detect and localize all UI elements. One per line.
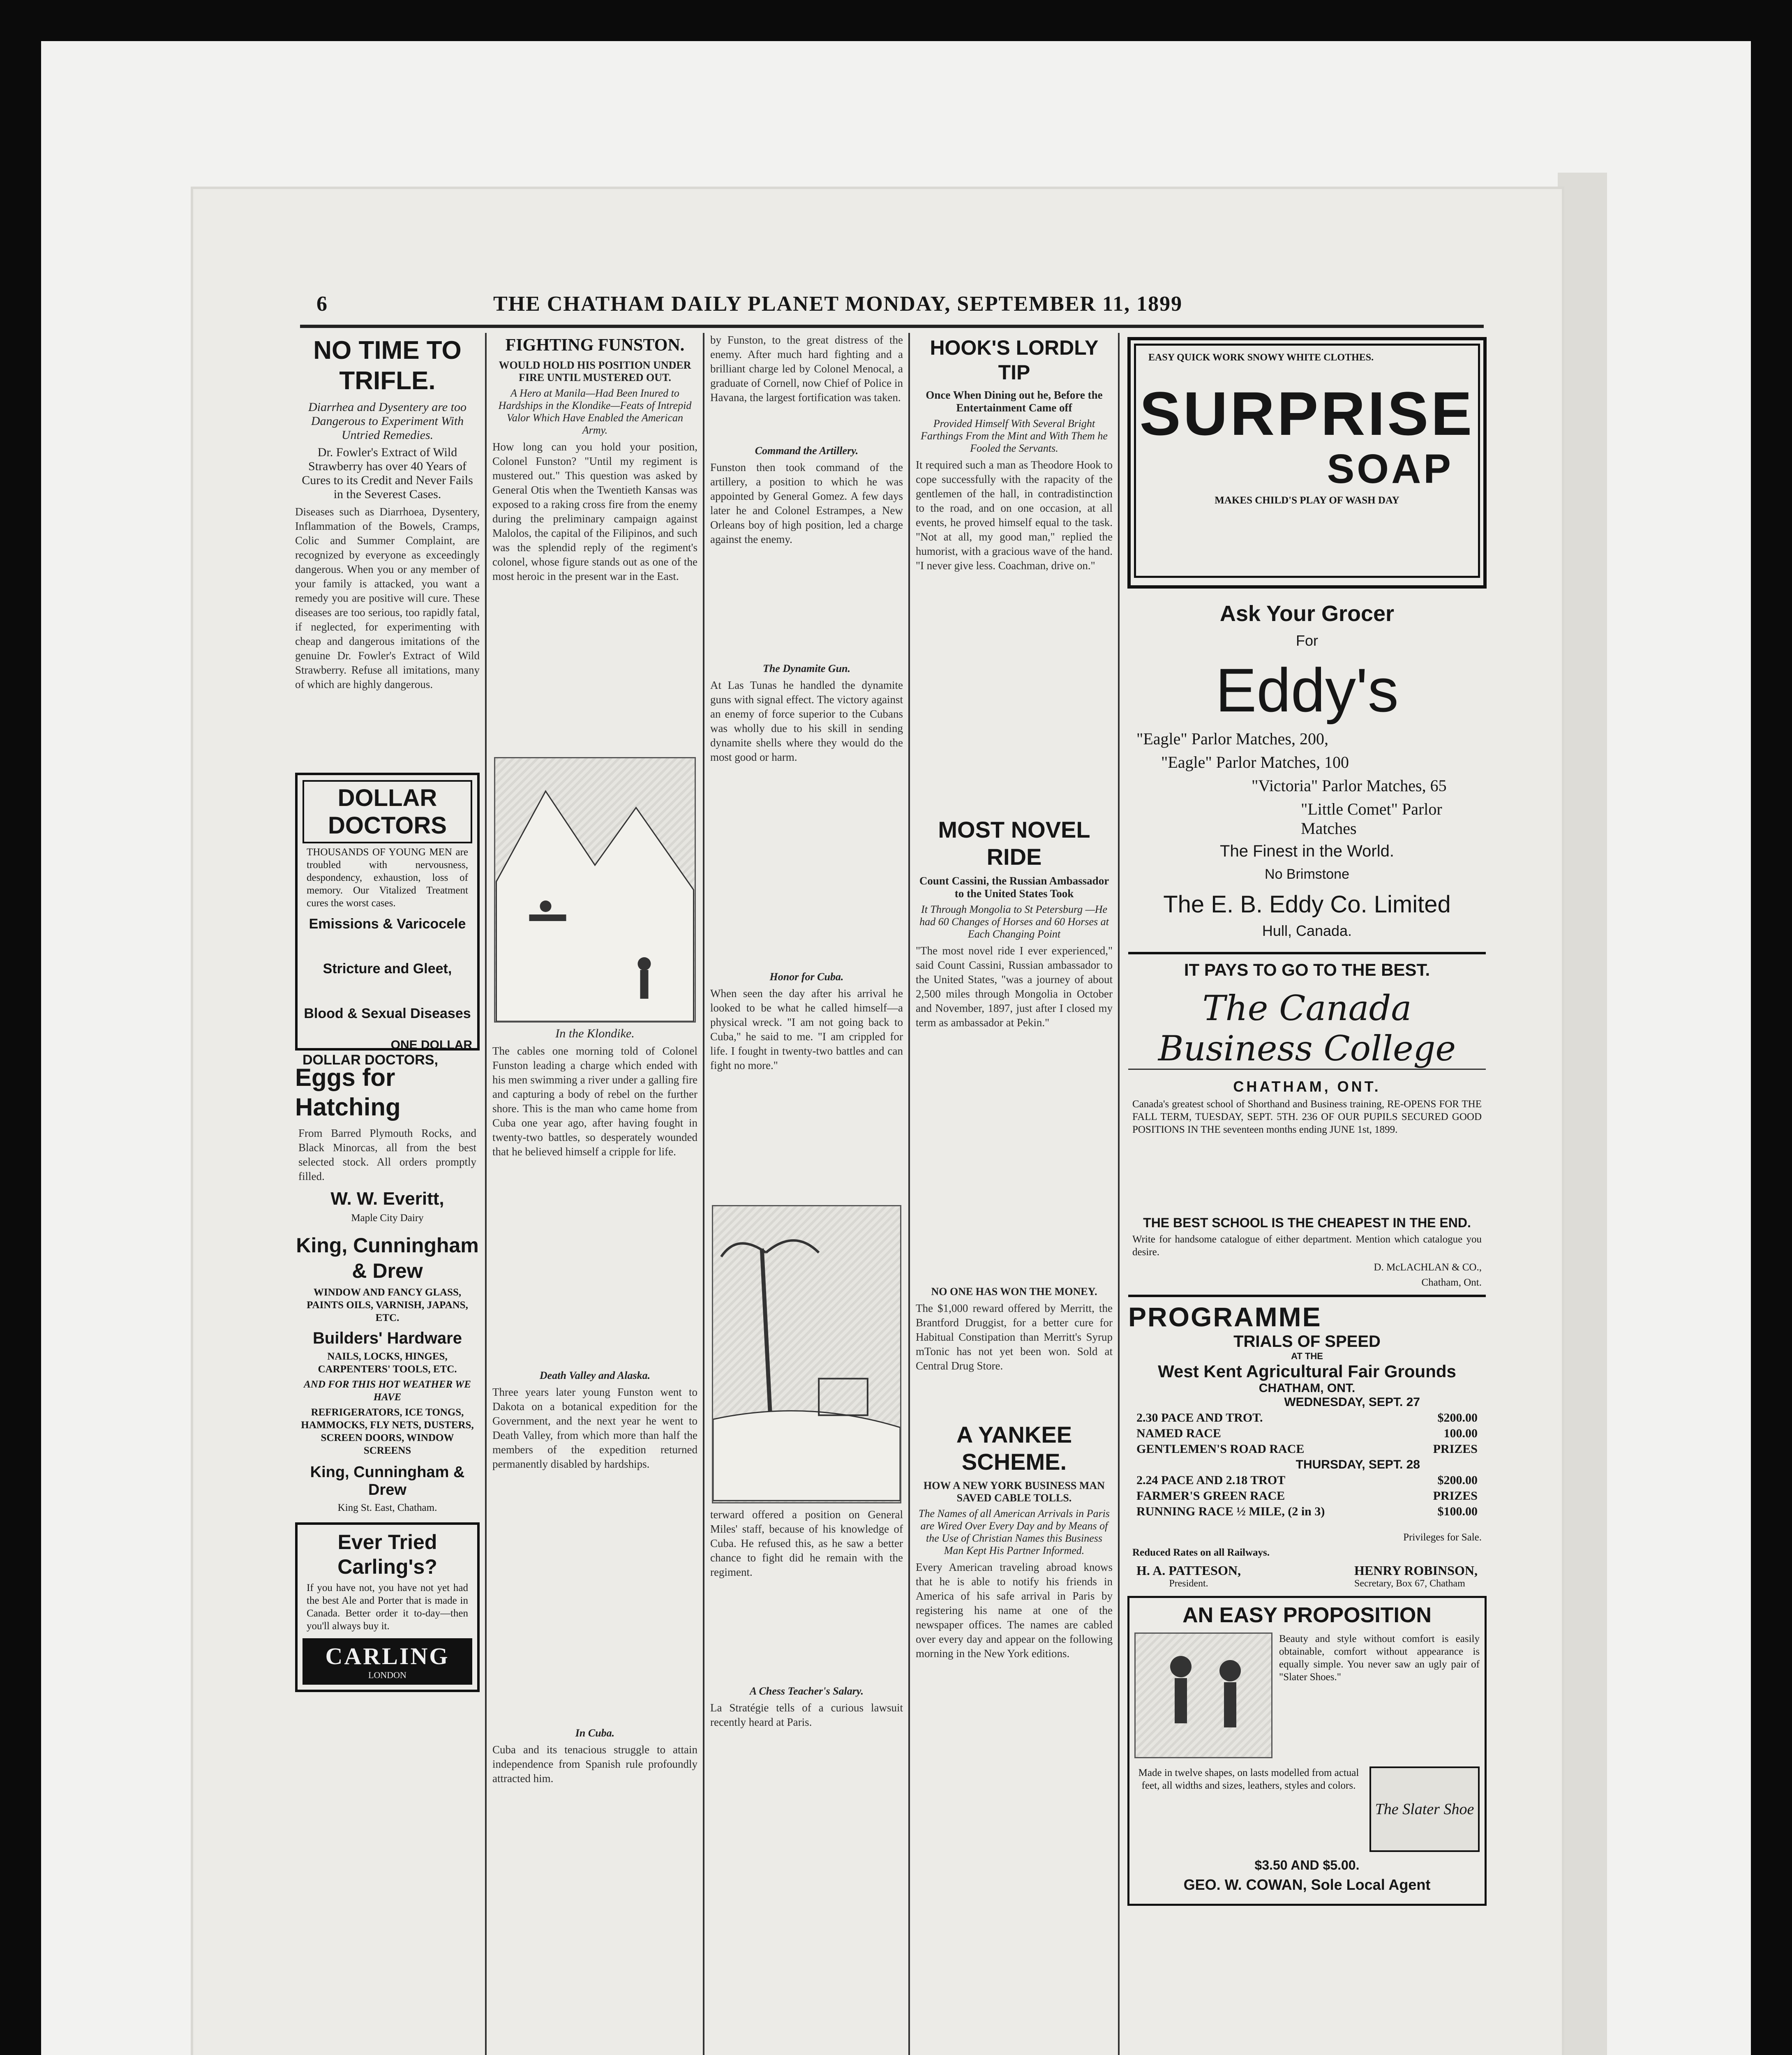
ad-signature: D. McLACHLAN & CO., (1374, 1262, 1482, 1273)
officer-title: Secretary, Box 67, Chatham (1354, 1578, 1465, 1589)
article-body: Diseases such as Diarrhoea, Dysentery, Inflammation of the Bowels, Cramps, Colic and Summer Complaint, are recognized by everyone as exceedingly dangerous. When you or any member of your family is attacked, you want a remedy you are positive will cure. These diseases are too serious, too rapidly fatal, if neglected, for experimenting with cheap and dangerous imitations of the genuine Dr. Fowler's Extract of Wild Strawberry. Refuse all imitations, many of which are highly dangerous. (295, 506, 480, 690)
article-lead: Dr. Fowler's Extract of Wild Strawberry has over 40 Years of Cures to its Credit and Never Fails in the Severest Cases. (302, 446, 473, 501)
ad-price: $3.50 AND $5.00. (1254, 1858, 1360, 1873)
prog-rates: Reduced Rates on all Railways. (1132, 1547, 1270, 1558)
section-heading: A Chess Teacher's Salary. (750, 1685, 864, 1697)
prog-secretary (1354, 1563, 1478, 1589)
match-item: "Eagle" Parlor Matches, 200, (1136, 730, 1328, 748)
article-body: "The most novel ride I ever experienced," said Count Cassini, Russian ambassador to the United States, "was a journey of about 2,500 miles through Mongolia in October and November, 1897, just after I closed my term as ambassador at Pekin." (916, 944, 1113, 1029)
ad-body: Made in twelve shapes, on lasts modelled from actual feet, all widths and sizes, leathers, styles and colors. (1138, 1767, 1359, 1791)
children-drawing (1136, 1634, 1271, 1757)
ad-city: Hull, Canada. (1262, 922, 1352, 939)
ad-tagline: MAKES CHILD'S PLAY OF WASH DAY (1215, 495, 1399, 506)
ad-title: Eggs for Hatching (295, 1064, 401, 1121)
section-heading: Death Valley and Alaska. (539, 1369, 651, 1381)
ad-title: PROGRAMME (1128, 1302, 1322, 1332)
prog-race-row (1136, 1489, 1478, 1503)
notice-body: The $1,000 reward offered by Merritt, the Brantford Druggist, for a better cure for Habitual Constipation than Merritt's Syrup mTonic has not yet been won. Sold at Central Drug Store. (916, 1302, 1113, 1372)
tropical-scene-drawing (713, 1206, 900, 1502)
article-body: Cuba and its tenacious struggle to attain independence from Spanish rule profoundly attracted him. (492, 1743, 697, 1785)
ad-company: The E. B. Eddy Co. Limited (1163, 891, 1451, 918)
prog-day: WEDNESDAY, SEPT. 27 (1284, 1395, 1420, 1409)
column-5 (1124, 333, 1490, 2055)
ad-body: Canada's greatest school of Shorthand and Business training, RE-OPENS FOR THE FALL TERM, TUESDAY, SEPT. 5TH. 236 OF OUR PUPILS SECURED GOOD POSITIONS IN THE seventeen months ending JUNE 1st, 1899. (1132, 1099, 1482, 1135)
ad-for: For (1296, 632, 1318, 649)
article-body: At Las Tunas he handled the dynamite guns with signal effect. The victory against an enemy of force superior to the Cubans was wholly due to his skill in sending dynamite shells where they would do the most good or harm. (710, 679, 903, 763)
ad-title: IT PAYS TO GO TO THE BEST. (1184, 960, 1430, 979)
ad-title: DOLLAR DOCTORS (303, 780, 472, 843)
header-rule (300, 325, 1484, 328)
ad-title: SURPRISE (1139, 379, 1475, 448)
article-lead: A Hero at Manila—Had Been Inured to Hardships in the Klondike—Feats of Intrepid Valor Which Have Enabled the American Army. (498, 387, 692, 436)
article-headline: A YANKEE SCHEME. (956, 1422, 1072, 1475)
king-cunningham-drew-ad (295, 1233, 480, 1514)
article-headline: HOOK'S LORDLY TIP (930, 336, 1099, 384)
prog-privileges: Privileges for Sale. (1403, 1532, 1482, 1543)
slater-bottom (1134, 1766, 1480, 1852)
race-name: GENTLEMEN'S ROAD RACE (1136, 1442, 1305, 1456)
article-subhead: Diarrhea and Dysentery are too Dangerous to Experiment With Untried Remedies. (308, 400, 466, 442)
race-prize: 100.00 (1443, 1427, 1478, 1440)
logo-text: The Slater Shoe (1375, 1801, 1474, 1818)
article-lead: It Through Mongolia to St Petersburg —He had 60 Changes of Horses and 60 Horses at Each Changing Point (919, 903, 1109, 940)
ad-slogan: THE BEST SCHOOL IS THE CHEAPEST IN THE END. (1143, 1215, 1471, 1230)
ad-finest: The Finest in the World. (1220, 842, 1394, 860)
prog-race-row (1136, 1411, 1478, 1425)
ad-body: From Barred Plymouth Rocks, and Black Minorcas, all from the best selected stock. All orders promptly filled. (298, 1127, 476, 1182)
prog-officers (1136, 1563, 1478, 1589)
officer-name: H. A. PATTESON, (1136, 1563, 1241, 1578)
prog-trials: TRIALS OF SPEED (1233, 1332, 1381, 1351)
prog-day: THURSDAY, SEPT. 28 (1296, 1458, 1420, 1471)
race-prize: $200.00 (1437, 1473, 1478, 1487)
ad-brand: Eddy's (1215, 656, 1399, 725)
prog-race-row (1136, 1442, 1478, 1456)
match-item: "Victoria" Parlor Matches, 65 (1252, 776, 1447, 795)
ad-title: Ever Tried Carling's? (337, 1531, 437, 1578)
college-script-title: The Canada Business College (1128, 988, 1486, 1070)
article-body: How long can you hold your position, Colonel Funston? "Until my regiment is mustered out." This question was asked by General Otis when the Twentieth Kansas was exposed to a raking cross fire from the enemy during the preliminary campaign against Malolos, the capital of the Filipinos, and such was the splendid reply of the regiment's colonel, whose figure stands out as one of the most heroic in the present war in the East. (492, 441, 697, 582)
column-4 (912, 333, 1116, 2055)
section-heading: Honor for Cuba. (769, 971, 844, 983)
ad-body: REFRIGERATORS, ICE TONGS, HAMMOCKS, FLY NETS, DUSTERS, SCREEN DOORS, WINDOW SCREENS (301, 1407, 474, 1456)
ad-location: Maple City Dairy (351, 1212, 424, 1224)
ad-body: AND FOR THIS HOT WEATHER WE HAVE (304, 1379, 471, 1403)
article-subhead: HOW A NEW YORK BUSINESS MAN SAVED CABLE TOLLS. (924, 1480, 1105, 1504)
column-divider (908, 333, 910, 2055)
ad-body: NAILS, LOCKS, HINGES, CARPENTERS' TOOLS, ETC. (318, 1351, 457, 1375)
eddy-ad (1128, 601, 1486, 940)
mountain-sled-drawing (495, 758, 695, 1021)
article-lead: Provided Himself With Several Bright Farthings From the Mint and With Them he Fooled the Servants. (921, 418, 1108, 454)
prog-city: CHATHAM, ONT. (1259, 1381, 1356, 1395)
slater-illustration (1134, 1632, 1272, 1758)
column-2 (489, 333, 701, 2055)
officer-name: HENRY ROBINSON, (1354, 1563, 1478, 1578)
page-header (316, 292, 1550, 329)
article-body: by Funston, to the great distress of the enemy. After much hard fighting and a brilliant charge led by Colonel Menocal, a graduate of Cornell, now Chief of Police in Havana, the largest fortification was taken. (710, 334, 903, 404)
article-body: Every American traveling abroad knows that he is able to notify his friends in America of his safe arrival in Paris by registering his name at one of the newspaper offices. The names are cabled over every day and appear on the following morning in the New York editions. (916, 1561, 1113, 1660)
business-college-ad (1128, 952, 1486, 1289)
ad-footer: ONE DOLLAR (390, 1038, 472, 1052)
section-heading: In Cuba. (575, 1727, 615, 1739)
race-prize: $200.00 (1437, 1411, 1478, 1425)
ad-agent: GEO. W. COWAN, Sole Local Agent (1183, 1876, 1431, 1893)
article-headline: NO TIME TO TRIFLE. (313, 336, 462, 395)
ad-tagline: EASY QUICK WORK SNOWY WHITE CLOTHES. (1148, 352, 1374, 363)
column-3 (707, 333, 906, 2055)
prog-race-row (1136, 1505, 1478, 1519)
logo-text: CARLING (325, 1643, 450, 1669)
ad-body: THOUSANDS OF YOUNG MEN are troubled with nervousness, despondency, exhaustion, loss of memory. Our Vitalized Treatment cures the worst cases. (307, 847, 468, 909)
ad-body: Beauty and style without comfort is easily obtainable, comfort without appearance is equally simple. You never saw an ugly pair of "Slater Shoes." (1279, 1633, 1480, 1683)
page-edge (1558, 173, 1607, 2055)
race-prize: $100.00 (1437, 1505, 1478, 1518)
article-subhead: Once When Dining out he, Before the Entertainment Came off (926, 389, 1103, 414)
dollar-doctors-ad (295, 773, 480, 1068)
article-body: terward offered a position on General Miles' staff, because of his knowledge of Cuba. He refused this, as he saw a better chance to fight did he remain with the regiment. (710, 1508, 903, 1578)
ad-frame (1134, 344, 1480, 578)
race-prize: PRIZES (1433, 1442, 1478, 1456)
ad-item: Emissions & Varicocele (309, 916, 466, 932)
ad-title: King, Cunningham & Drew (296, 1234, 479, 1282)
race-name: FARMER'S GREEN RACE (1136, 1489, 1285, 1503)
race-name: RUNNING RACE ½ MILE, (2 in 3) (1136, 1505, 1325, 1518)
masthead-title: THE CHATHAM DAILY PLANET MONDAY, SEPTEMBER 11, 1899 (493, 292, 1183, 316)
article-body: Funston then took command of the artillery, a position to which he was appointed by General Gomez. A few days later he and Colonel Estrampes, a New Orleans boy of high position, led a charge against the enemy. (710, 461, 903, 545)
race-name: NAMED RACE (1136, 1427, 1221, 1440)
match-item: "Eagle" Parlor Matches, 100 (1161, 753, 1349, 771)
prog-race-row (1136, 1473, 1478, 1487)
ad-name: DOLLAR DOCTORS, (303, 1052, 438, 1068)
article-body: When seen the day after his arrival he looked to be what he called himself—a physical wreck. "I am not going back to Cuba," he said to me. "I am crippled for life. I fought in twenty-two battles and can fight no more." (710, 987, 903, 1071)
page-number: 6 (316, 292, 327, 316)
article-subhead: WOULD HOLD HIS POSITION UNDER FIRE UNTIL MUSTERED OUT. (499, 359, 691, 383)
match-item: "Little Comet" Parlor Matches (1301, 800, 1442, 838)
prog-race-row (1136, 1427, 1478, 1441)
ad-body: If you have not, you have not yet had the best Ale and Porter that is made in Canada. Better order it to-day—then you'll always buy it. (307, 1582, 468, 1632)
slater-top (1134, 1632, 1480, 1758)
column-1 (292, 333, 483, 2055)
officer-title: President. (1169, 1578, 1208, 1589)
article-body: La Stratégie tells of a curious lawsuit recently heard at Paris. (710, 1702, 903, 1728)
article-lead: The Names of all American Arrivals in Paris are Wired Over Every Day and by Means of the Use of Christian Names this Business Man Kept His Partner Informed. (919, 1508, 1110, 1556)
ad-title: AN EASY PROPOSITION (1182, 1603, 1432, 1627)
prog-at: AT THE (1291, 1351, 1323, 1361)
column-divider (1118, 333, 1120, 2055)
ad-subtitle: Builders' Hardware (313, 1329, 462, 1347)
ad-name: W. W. Everitt, (330, 1189, 444, 1209)
slater-logo (1369, 1766, 1480, 1852)
ad-signature-city: Chatham, Ont. (1421, 1277, 1482, 1288)
ad-subtitle: SOAP (1327, 446, 1453, 492)
article-body: Three years later young Funston went to Dakota on a botanical expedition for the Government, and the next year he went to Death Valley, from which more than half the members of the expedition returned permanently disabled by hardships. (492, 1386, 697, 1470)
notice-title: NO ONE HAS WON THE MONEY. (931, 1286, 1097, 1298)
ad-body: WINDOW AND FANCY GLASS, PAINTS OILS, VARNISH, JAPANS, ETC. (307, 1287, 468, 1323)
column-divider (485, 333, 487, 2055)
newspaper-page (193, 189, 1562, 2055)
ad-item: Stricture and Gleet, (323, 961, 452, 977)
klondike-illustration (494, 757, 696, 1023)
article-body: The cables one morning told of Colonel Funston leading a charge which ended with his men swimming a river under a galling fire and capturing a body of rebel on the further shore. This is the man who came home from Cuba one year ago, after having fought in twenty-two battles, so desperately wounded that he believed himself a cripple for life. (492, 1045, 697, 1158)
carling-logo (303, 1638, 472, 1685)
article-headline: MOST NOVEL RIDE (938, 817, 1090, 870)
cuba-illustration (712, 1205, 901, 1503)
fair-programme-ad (1128, 1295, 1486, 1589)
ad-address: King St. East, Chatham. (337, 1502, 437, 1513)
ad-ask: Ask Your Grocer (1219, 601, 1395, 626)
carling-ad (295, 1522, 480, 1692)
eggs-ad (295, 1063, 480, 1224)
article-body: It required such a man as Theodore Hook to cope successfully with the rapacity of the gentlemen of the hall, in contradistinction to the road, and on one occasion, at all events, he proved himself equal to the task. "Not at all, my good man," replied the humorist, with a gracious wave of the hand. "I never give less. Coachman, drive on." (916, 459, 1113, 572)
ad-body: Write for handsome catalogue of either department. Mention which catalogue you desire. (1132, 1234, 1482, 1258)
race-name: 2.24 PACE AND 2.18 TROT (1136, 1473, 1286, 1487)
section-heading: The Dynamite Gun. (762, 663, 851, 674)
race-name: 2.30 PACE AND TROT. (1136, 1411, 1263, 1425)
article-subhead: Count Cassini, the Russian Ambassador to the United States Took (919, 875, 1109, 900)
section-heading: Command the Artillery. (755, 445, 859, 457)
surprise-soap-ad (1127, 337, 1487, 589)
slater-shoe-ad (1127, 1596, 1487, 1906)
ad-item: Blood & Sexual Diseases (304, 1006, 471, 1021)
college-city: CHATHAM, ONT. (1233, 1078, 1381, 1095)
column-divider (703, 333, 704, 2055)
race-prize: PRIZES (1433, 1489, 1478, 1503)
ad-footer: King, Cunningham & Drew (310, 1464, 465, 1499)
prog-president (1136, 1563, 1241, 1589)
ad-brimstone: No Brimstone (1265, 866, 1349, 882)
article-headline: FIGHTING FUNSTON. (505, 336, 685, 355)
prog-grounds: West Kent Agricultural Fair Grounds (1158, 1362, 1456, 1381)
illustration-caption: In the Klondike. (555, 1027, 635, 1040)
logo-city: LONDON (368, 1670, 406, 1680)
